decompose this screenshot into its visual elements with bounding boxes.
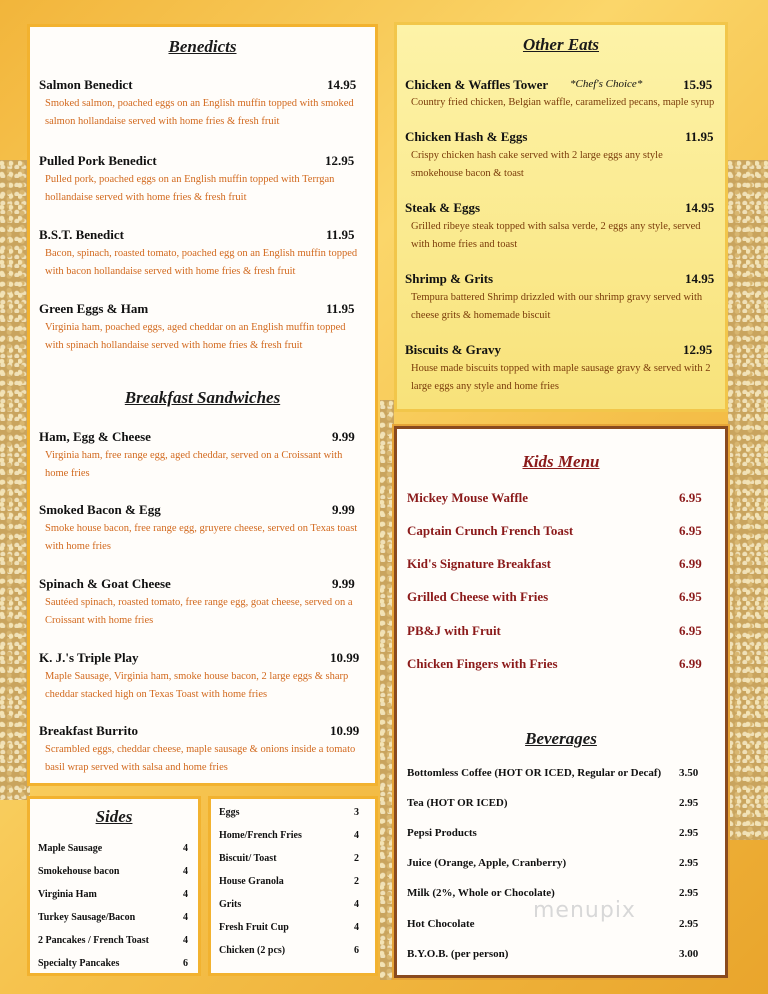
kids-item-name: Mickey Mouse Waffle xyxy=(407,490,529,505)
side-name: Maple Sausage xyxy=(38,843,103,854)
beverages-heading: Beverages xyxy=(525,729,597,748)
beverage-price: 3.00 xyxy=(679,948,699,960)
item-price: 12.95 xyxy=(683,342,713,357)
item-price: 12.95 xyxy=(325,153,355,168)
beverage-price: 2.95 xyxy=(679,797,699,809)
breakfast-sandwiches-heading: Breakfast Sandwiches xyxy=(124,388,281,407)
side-price: 4 xyxy=(183,935,188,946)
kids-item-price: 6.99 xyxy=(679,556,702,571)
item-price: 14.95 xyxy=(327,77,357,92)
side-price: 4 xyxy=(354,830,359,841)
side-price: 2 xyxy=(354,853,359,864)
item-price: 15.95 xyxy=(683,77,713,92)
sides-panel-extra xyxy=(208,796,378,976)
kids-item-price: 6.95 xyxy=(679,490,702,505)
item-name: Spinach & Goat Cheese xyxy=(39,576,171,591)
beverage-price: 3.50 xyxy=(679,767,699,779)
other-eats-panel xyxy=(394,22,728,412)
item-name: Ham, Egg & Cheese xyxy=(39,429,151,444)
item-description: Grilled ribeye steak topped with salsa verde, 2 eggs any style, served with home fries and toast xyxy=(411,221,701,250)
side-name: Turkey Sausage/Bacon xyxy=(38,912,136,923)
kids-item-price: 6.99 xyxy=(679,656,702,671)
item-description: House made biscuits topped with maple sausage gravy & served with 2 large eggs any style and home fries xyxy=(411,363,711,392)
item-description: Pulled pork, poached eggs on an English muffin topped with Terrgan hollandaise served with home fries & fresh fruit xyxy=(45,174,335,203)
sides-panel xyxy=(27,796,201,976)
watermark: menupix xyxy=(533,898,636,923)
kids-item-name: Chicken Fingers with Fries xyxy=(407,656,558,671)
beverage-price: 2.95 xyxy=(679,918,699,930)
chefs-choice-note: *Chef's Choice* xyxy=(570,78,643,90)
item-description: Scrambled eggs, cheddar cheese, maple sausage & onions inside a tomato basil wrap served with salsa and home fries xyxy=(45,744,356,773)
side-name: Eggs xyxy=(219,807,240,818)
side-price: 6 xyxy=(183,958,188,969)
item-description: Country fried chicken, Belgian waffle, caramelized pecans, maple syrup xyxy=(411,97,715,108)
item-description: Smoked salmon, poached eggs on an English muffin topped with smoked salmon hollandaise served with home fries & fresh fruit xyxy=(45,98,354,127)
beverage-name: Milk (2%, Whole or Chocolate) xyxy=(407,887,555,899)
other-eats-heading: Other Eats xyxy=(522,35,600,54)
side-name: Home/French Fries xyxy=(219,830,302,841)
item-description: Sautéed spinach, roasted tomato, free range egg, goat cheese, served on a Croissant with home fries xyxy=(45,597,353,626)
side-name: House Granola xyxy=(219,876,284,887)
item-name: Salmon Benedict xyxy=(39,77,133,92)
kids-item-price: 6.95 xyxy=(679,523,702,538)
beverage-name: Hot Chocolate xyxy=(407,918,475,930)
item-description: Tempura battered Shrimp drizzled with our shrimp gravy served with cheese grits & homemade biscuit xyxy=(411,292,703,321)
sides-heading: Sides xyxy=(95,807,133,826)
item-description: Bacon, spinach, roasted tomato, poached egg on an English muffin topped with bacon hollandaise served with home fries & fresh fruit xyxy=(45,248,358,277)
item-price: 9.99 xyxy=(332,576,355,591)
beverage-name: Pepsi Products xyxy=(407,827,477,839)
item-name: B.S.T. Benedict xyxy=(39,227,124,242)
side-price: 2 xyxy=(354,876,359,887)
side-name: 2 Pancakes / French Toast xyxy=(38,935,149,946)
side-price: 6 xyxy=(354,945,359,956)
item-price: 10.99 xyxy=(330,650,360,665)
beverage-name: Tea (HOT OR ICED) xyxy=(407,797,508,809)
side-name: Smokehouse bacon xyxy=(38,866,120,877)
item-price: 10.99 xyxy=(330,723,360,738)
item-name: Steak & Eggs xyxy=(405,200,481,215)
item-price: 11.95 xyxy=(685,129,714,144)
background-texture-right xyxy=(728,160,768,840)
item-description: Virginia ham, poached eggs, aged cheddar on an English muffin topped with spinach hollandaise served with home fries & fresh fruit xyxy=(45,322,346,351)
item-price: 9.99 xyxy=(332,502,355,517)
side-name: Fresh Fruit Cup xyxy=(219,922,289,933)
side-name: Specialty Pancakes xyxy=(38,958,120,969)
item-name: K. J.'s Triple Play xyxy=(39,650,139,665)
background-texture-left xyxy=(0,160,30,800)
side-name: Biscuit/ Toast xyxy=(219,853,277,864)
side-price: 4 xyxy=(183,866,188,877)
item-price: 9.99 xyxy=(332,429,355,444)
kids-item-name: Kid's Signature Breakfast xyxy=(407,556,551,571)
item-name: Breakfast Burrito xyxy=(39,723,139,738)
item-price: 14.95 xyxy=(685,200,715,215)
beverage-name: Juice (Orange, Apple, Cranberry) xyxy=(407,857,567,869)
side-name: Virginia Ham xyxy=(38,889,97,900)
benedicts-panel xyxy=(27,24,378,786)
benedicts-heading: Benedicts xyxy=(168,37,237,56)
beverage-price: 2.95 xyxy=(679,827,699,839)
side-price: 3 xyxy=(354,807,359,818)
side-price: 4 xyxy=(183,843,188,854)
kids-item-name: Captain Crunch French Toast xyxy=(407,523,574,538)
item-description: Crispy chicken hash cake served with 2 large eggs any style smokehouse bacon & toast xyxy=(411,150,663,179)
item-name: Chicken Hash & Eggs xyxy=(405,129,528,144)
side-name: Grits xyxy=(219,899,242,910)
item-name: Green Eggs & Ham xyxy=(39,301,149,316)
kids-item-name: Grilled Cheese with Fries xyxy=(407,589,549,604)
item-name: Biscuits & Gravy xyxy=(405,342,502,357)
item-price: 14.95 xyxy=(685,271,715,286)
item-description: Maple Sausage, Virginia ham, smoke house bacon, 2 large eggs & sharp cheddar stacked high on Texas Toast with home fries xyxy=(45,671,349,700)
side-price: 4 xyxy=(183,889,188,900)
kids-item-name: PB&J with Fruit xyxy=(407,623,501,638)
item-name: Pulled Pork Benedict xyxy=(39,153,157,168)
item-price: 11.95 xyxy=(326,227,355,242)
beverage-name: B.Y.O.B. (per person) xyxy=(407,948,509,960)
background-texture-middle xyxy=(380,400,394,980)
item-description: Smoke house bacon, free range egg, gruyere cheese, served on Texas toast with home fries xyxy=(45,523,358,552)
item-description: Virginia ham, free range egg, aged cheddar, served on a Croissant with home fries xyxy=(45,450,343,479)
item-name: Chicken & Waffles Tower xyxy=(405,77,549,92)
beverage-price: 2.95 xyxy=(679,887,699,899)
item-price: 11.95 xyxy=(326,301,355,316)
kids-menu-heading: Kids Menu xyxy=(522,452,600,471)
side-price: 4 xyxy=(354,922,359,933)
item-name: Shrimp & Grits xyxy=(405,271,494,286)
kids-item-price: 6.95 xyxy=(679,589,702,604)
side-name: Chicken (2 pcs) xyxy=(219,945,286,956)
side-price: 4 xyxy=(354,899,359,910)
item-name: Smoked Bacon & Egg xyxy=(39,502,161,517)
beverage-price: 2.95 xyxy=(679,857,699,869)
kids-beverages-panel xyxy=(394,426,728,978)
beverage-name: Bottomless Coffee (HOT OR ICED, Regular or Decaf) xyxy=(407,767,662,779)
side-price: 4 xyxy=(183,912,188,923)
kids-item-price: 6.95 xyxy=(679,623,702,638)
